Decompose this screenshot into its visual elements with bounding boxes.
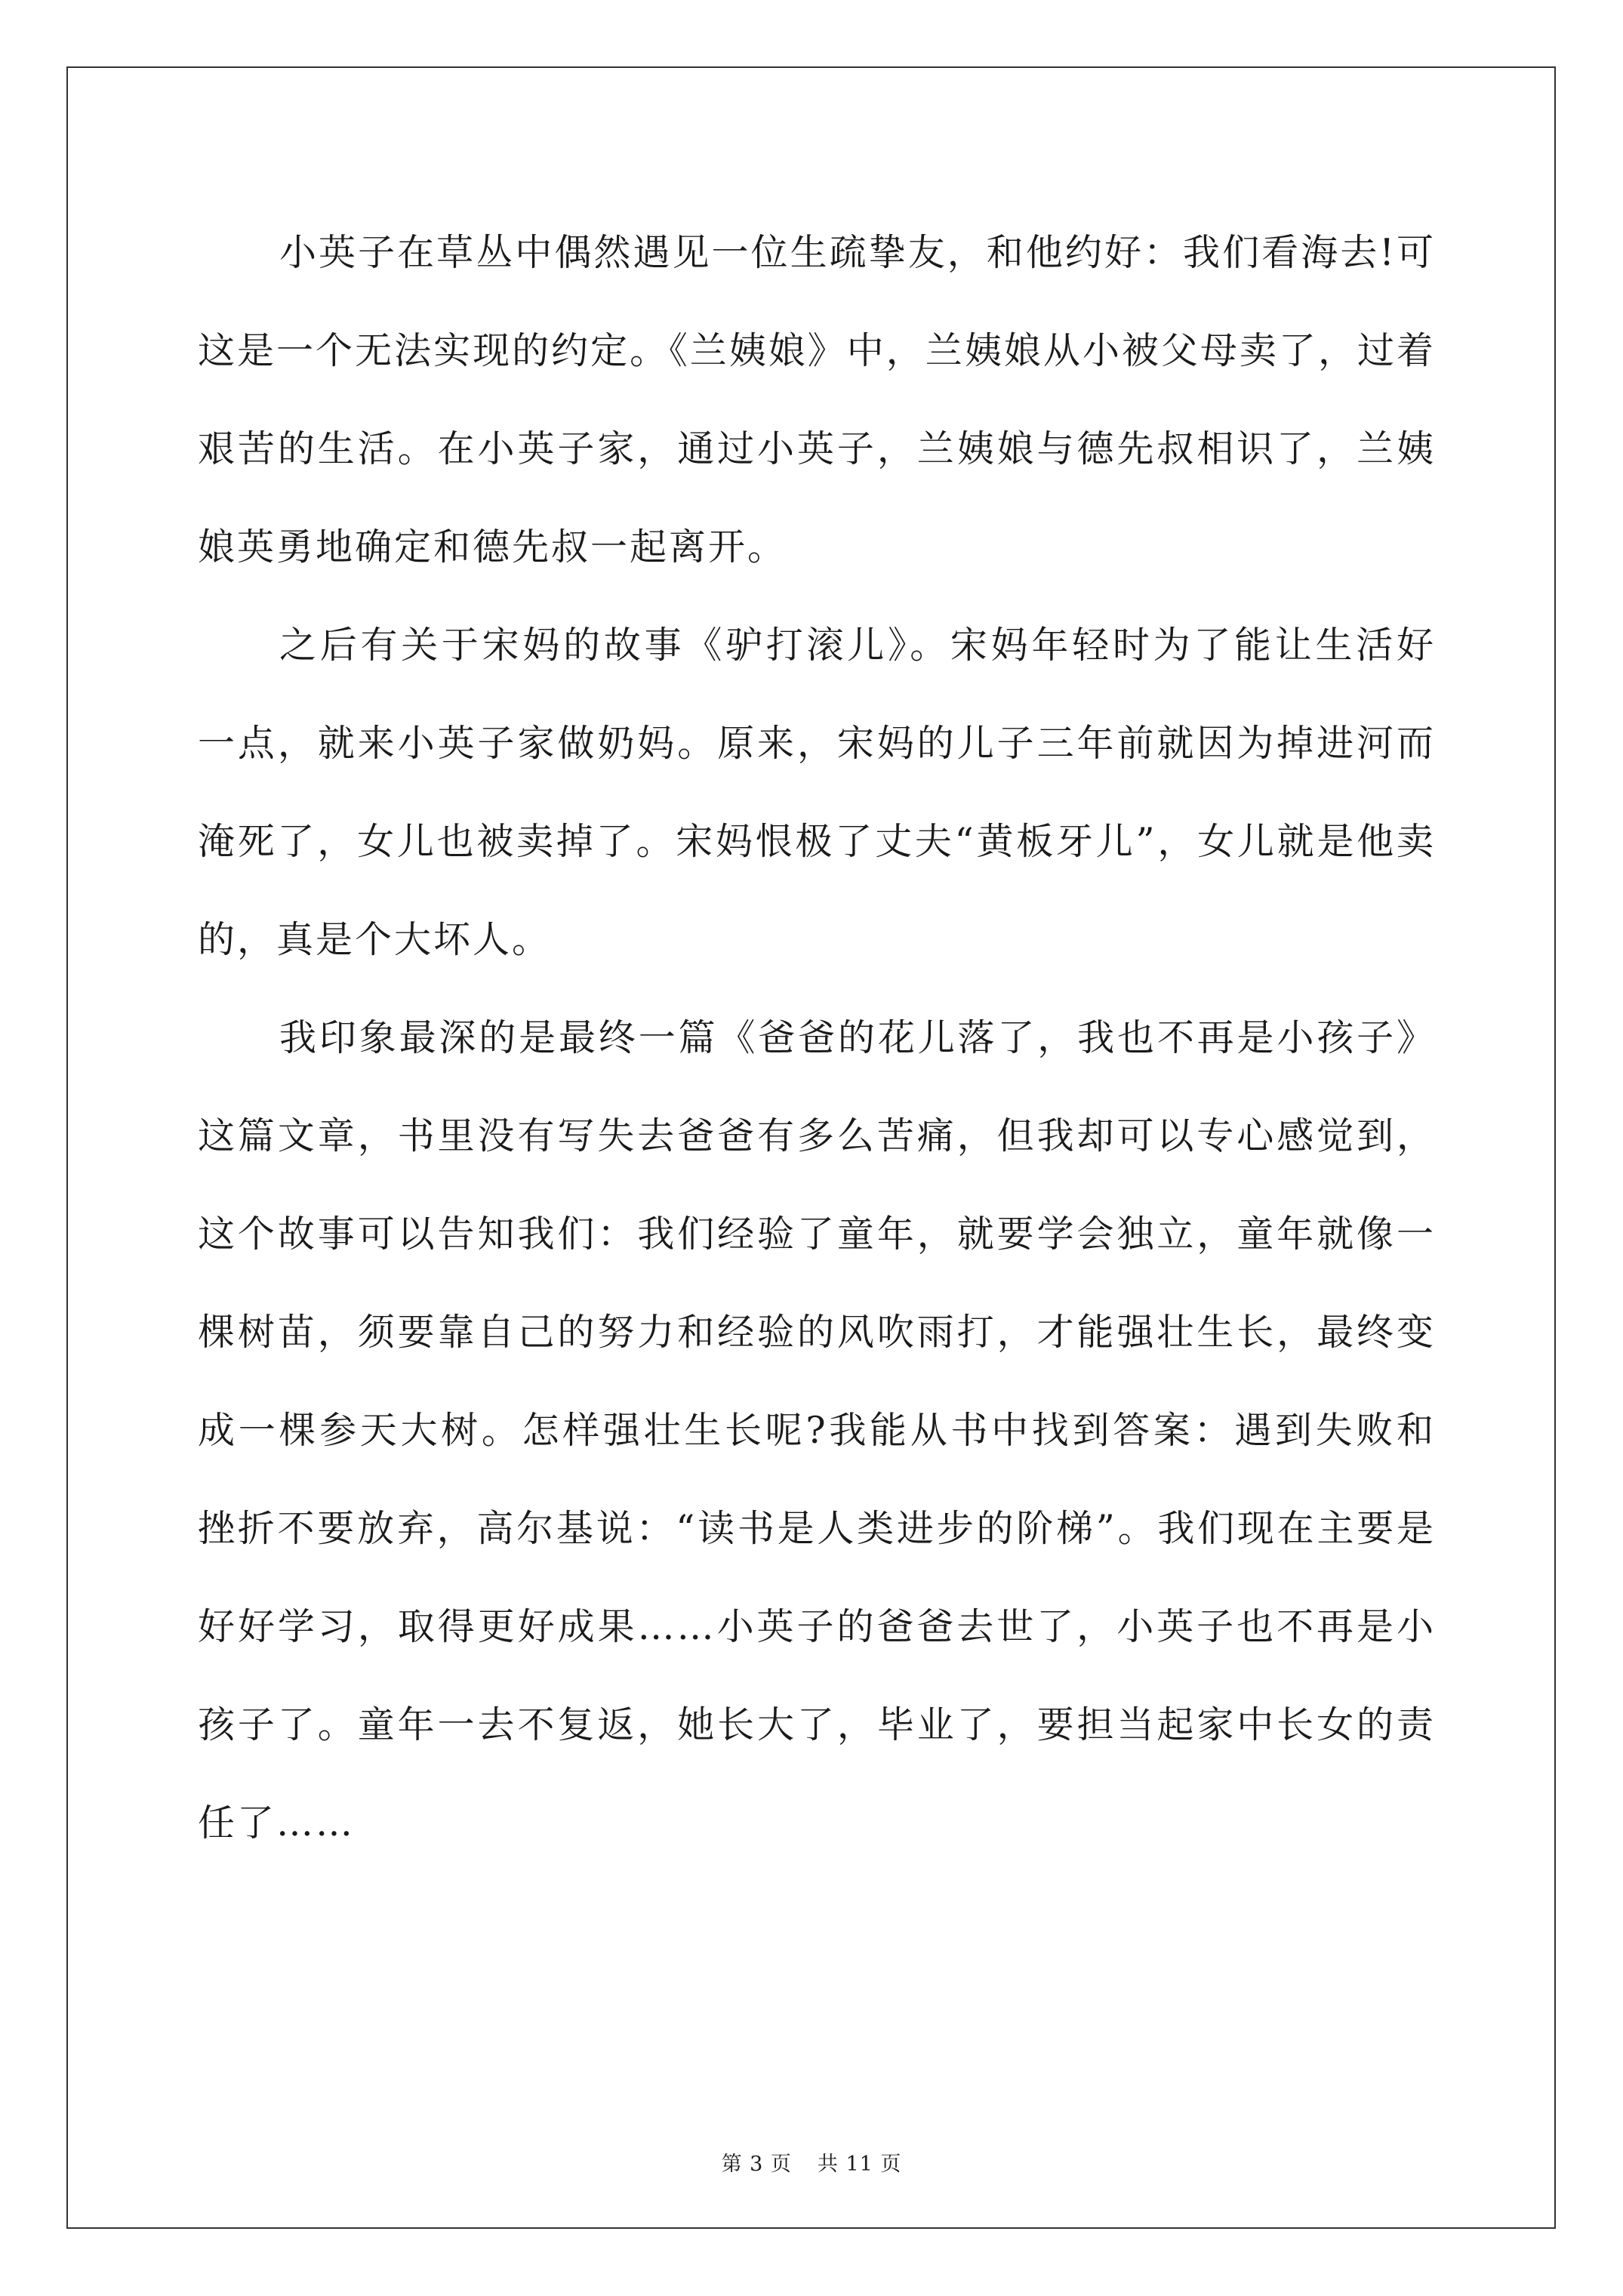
paragraph-2: 之后有关于宋妈的故事《驴打滚儿》。宋妈年轻时为了能让生活好一点，就来小英子家做奶妈。原来，宋妈的儿子三年前就因为掉进河而淹死了，女儿也被卖掉了。宋妈恨极了丈夫“黄板牙儿”，女儿就是他卖的，真是个大坏人。 — [198, 624, 1436, 961]
document-body — [198, 204, 1436, 1872]
page-footer — [0, 2150, 1623, 2180]
page-number: 第 3 页 — [721, 2153, 792, 2176]
paragraph-1: 小英子在草丛中偶然遇见一位生疏挚友，和他约好：我们看海去!可这是一个无法实现的约定。《兰姨娘》中，兰姨娘从小被父母卖了，过着艰苦的生活。在小英子家，通过小英子，兰姨娘与德先叔相识了，兰姨娘英勇地确定和德先叔一起离开。 — [198, 231, 1436, 569]
page-total: 共 11 页 — [817, 2153, 902, 2176]
paragraph-3: 我印象最深的是最终一篇《爸爸的花儿落了，我也不再是小孩子》这篇文章，书里没有写失去爸爸有多么苦痛，但我却可以专心感觉到，这个故事可以告知我们：我们经验了童年，就要学会独立，童年就像一棵树苗，须要靠自己的努力和经验的风吹雨打，才能强壮生长，最终变成一棵参天大树。怎样强壮生长呢?我能从书中找到答案：遇到失败和挫折不要放弃，高尔基说：“读书是人类进步的阶梯”。我们现在主要是好好学习，取得更好成果……小英子的爸爸去世了，小英子也不再是小孩子了。童年一去不复返，她长大了，毕业了，要担当起家中长女的责任了…… — [198, 1016, 1436, 1845]
